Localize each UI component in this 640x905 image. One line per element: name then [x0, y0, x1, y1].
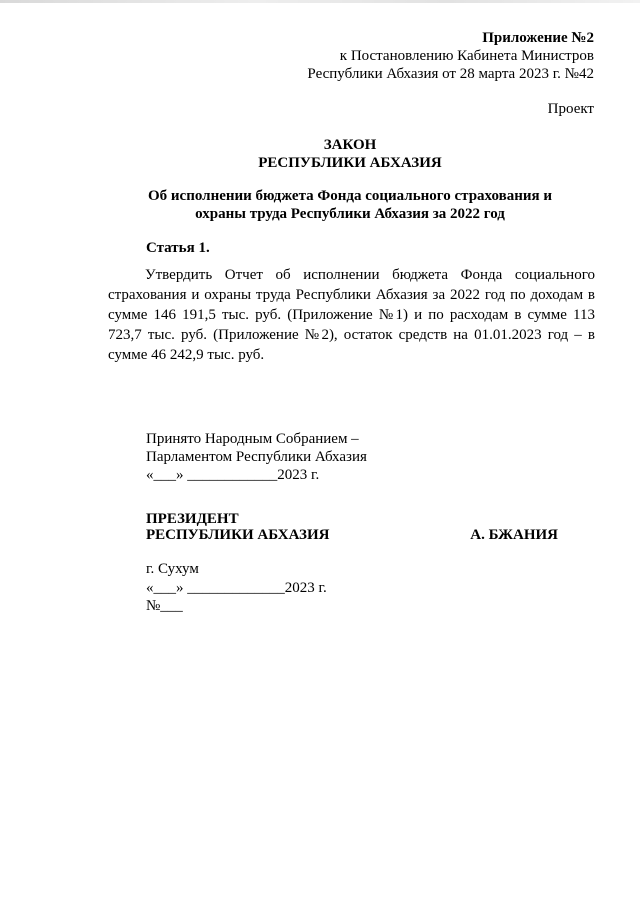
- scan-edge: [0, 0, 640, 3]
- adoption-line-2: Парламентом Республики Абхазия: [146, 449, 367, 465]
- document-number: №___: [146, 598, 183, 614]
- law-title: ЗАКОН: [323, 137, 377, 153]
- article-body: Утвердить Отчет об исполнении бюджета Фонда социального страхования и охраны труда Республики Абхазия за 2022 год по доходам в сумме 146 191,5 тыс. руб. (Приложение №1) и по расходам в сумме 113 723,7 тыс. руб. (Приложение №2), остаток средств на 01.01.2023 год – в сумме 46 242,9 тыс. руб.: [108, 267, 595, 363]
- appendix-title: Приложение №2: [482, 30, 594, 46]
- president-title-country: РЕСПУБЛИКИ АБХАЗИЯ: [146, 527, 330, 543]
- place-city: г. Сухум: [146, 561, 199, 577]
- law-title-country: РЕСПУБЛИКИ АБХАЗИЯ: [258, 155, 442, 171]
- article-heading: Статья 1.: [146, 240, 210, 256]
- appendix-line-1: к Постановлению Кабинета Министров: [339, 48, 594, 64]
- law-subject-line-2: охраны труда Республики Абхазия за 2022 год: [195, 206, 505, 222]
- place-date: «___» _____________2023 г.: [146, 580, 327, 596]
- adoption-date: «___» ____________2023 г.: [146, 467, 320, 483]
- law-subject-line-1: Об исполнении бюджета Фонда социального страхования и: [147, 188, 552, 204]
- adoption-line-1: Принято Народным Собранием –: [146, 431, 359, 447]
- president-title: ПРЕЗИДЕНТ: [146, 511, 239, 527]
- draft-label: Проект: [547, 101, 594, 117]
- president-name: А. БЖАНИЯ: [470, 527, 558, 543]
- appendix-line-2: Республики Абхазия от 28 марта 2023 г. №42: [307, 66, 594, 82]
